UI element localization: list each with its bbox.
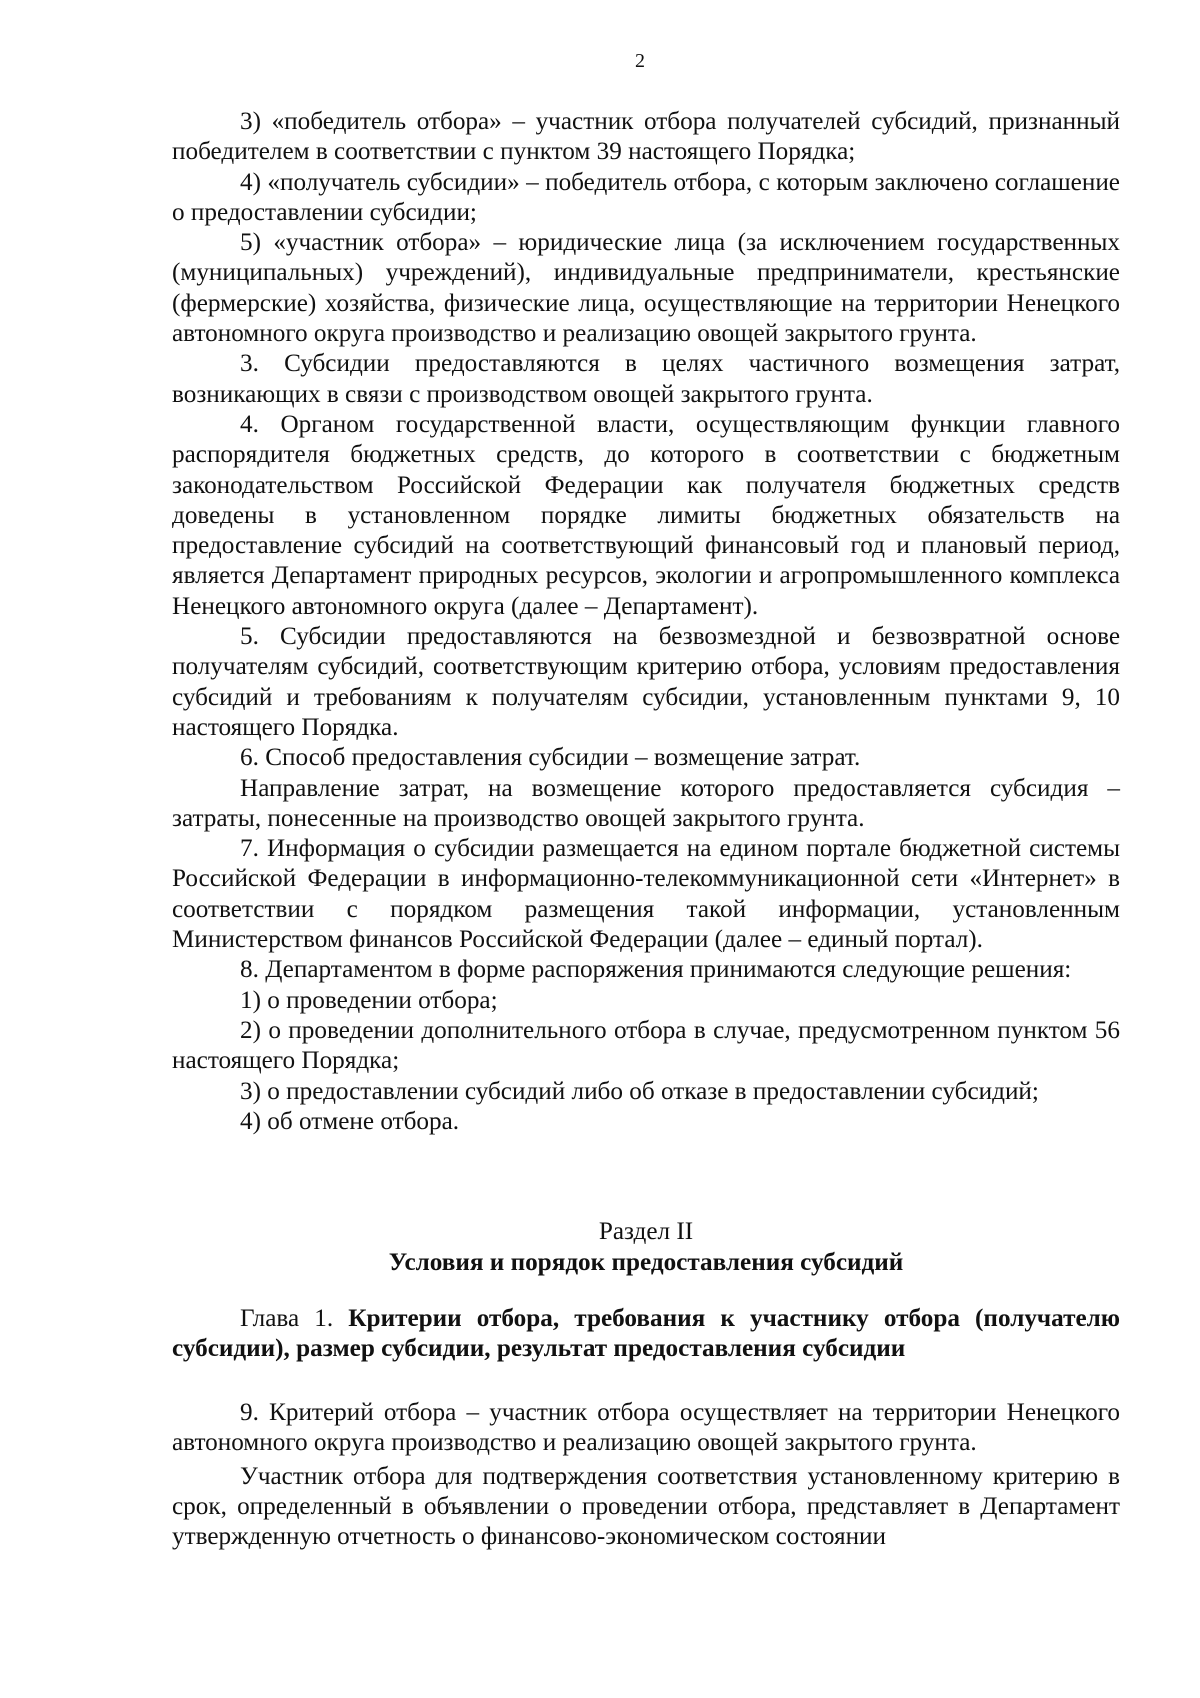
section-heading: [172, 1216, 1120, 1278]
chapter-prefix: Глава 1.: [240, 1305, 349, 1332]
page-number: 2: [635, 50, 645, 72]
paragraph: Направление затрат, на возмещение которого предоставляется субсидия – затраты, понесенные на производство овощей закрытого грунта.: [172, 774, 1120, 832]
paragraph: 3. Субсидии предоставляются в целях частичного возмещения затрат, возникающих в связи с производством овощей закрытого грунта.: [172, 350, 1120, 408]
paragraph: 9. Критерий отбора – участник отбора осуществляет на территории Ненецкого автономного округа производство и реализацию овощей закрытого грунта.: [172, 1399, 1120, 1457]
paragraph: 4. Органом государственной власти, осуществляющим функции главного распорядителя бюджетных средств, до которого в соответствии с бюджетным законодательством Российской Федерации как получателя бюджетных средств доведены в установленном порядке лимиты бюджетных обязательств на предоставление субсидий на соответствующий финансовый год и плановый период, является Департамент природных ресурсов, экологии и агропромышленного комплекса Ненецкого автономного округа (далее – Департамент).: [172, 410, 1120, 620]
section-label: Раздел II: [598, 1218, 694, 1245]
chapter-heading: [172, 1304, 1120, 1364]
paragraph: 3) «победитель отбора» – участник отбора получателей субсидий, признанный победителем в соответствии с пунктом 39 настоящего Порядка;: [172, 108, 1120, 166]
paragraph: 2) о проведении дополнительного отбора в случае, предусмотренном пунктом 56 настоящего Порядка;: [172, 1016, 1120, 1075]
paragraph: Участник отбора для подтверждения соответствия установленному критерию в срок, определенный в объявлении о проведении отбора, представляет в Департамент утвержденную отчетность о финансово-экономическом состоянии: [172, 1462, 1120, 1551]
paragraph: 8. Департаментом в форме распоряжения принимаются следующие решения:: [240, 956, 1072, 984]
paragraph: 5) «участник отбора» – юридические лица (за исключением государственных (муниципальных) учреждений), индивидуальные предприниматели, крестьянские (фермерские) хозяйства, физические лица, осуществляющие на территории Ненецкого автономного округа производство и реализацию овощей закрытого грунта.: [172, 229, 1120, 348]
chapter-title: Критерии отбора, требования к участнику отбора (получателю субсидии), размер субсидии, результат предоставления субсидии: [172, 1305, 1121, 1362]
paragraph: 3) о предоставлении субсидий либо об отказе в предоставлении субсидий;: [240, 1077, 1039, 1105]
paragraph: 6. Способ предоставления субсидии – возмещение затрат.: [240, 744, 861, 772]
paragraph: 5. Субсидии предоставляются на безвозмездной и безвозвратной основе получателям субсидий, соответствующим критерию отбора, условиям предоставления субсидий и требованиям к получателям субсидии, установленным пунктами 9, 10 настоящего Порядка.: [172, 623, 1120, 741]
section-title: Условия и порядок предоставления субсидий: [388, 1249, 904, 1276]
paragraph: 4) об отмене отбора.: [240, 1107, 460, 1135]
paragraph: 7. Информация о субсидии размещается на едином портале бюджетной системы Российской Федерации в информационно-телекоммуникационной сети «Интернет» в соответствии с порядком размещения такой информации, установленным Министерством финансов Российской Федерации (далее – единый портал).: [172, 835, 1120, 954]
paragraph: 1) о проведении отбора;: [240, 986, 498, 1014]
body-text: [172, 107, 1120, 1137]
paragraph: 4) «получатель субсидии» – победитель отбора, с которым заключено соглашение о предоставлении субсидии;: [172, 168, 1120, 226]
body-text-continued: [172, 1398, 1120, 1552]
